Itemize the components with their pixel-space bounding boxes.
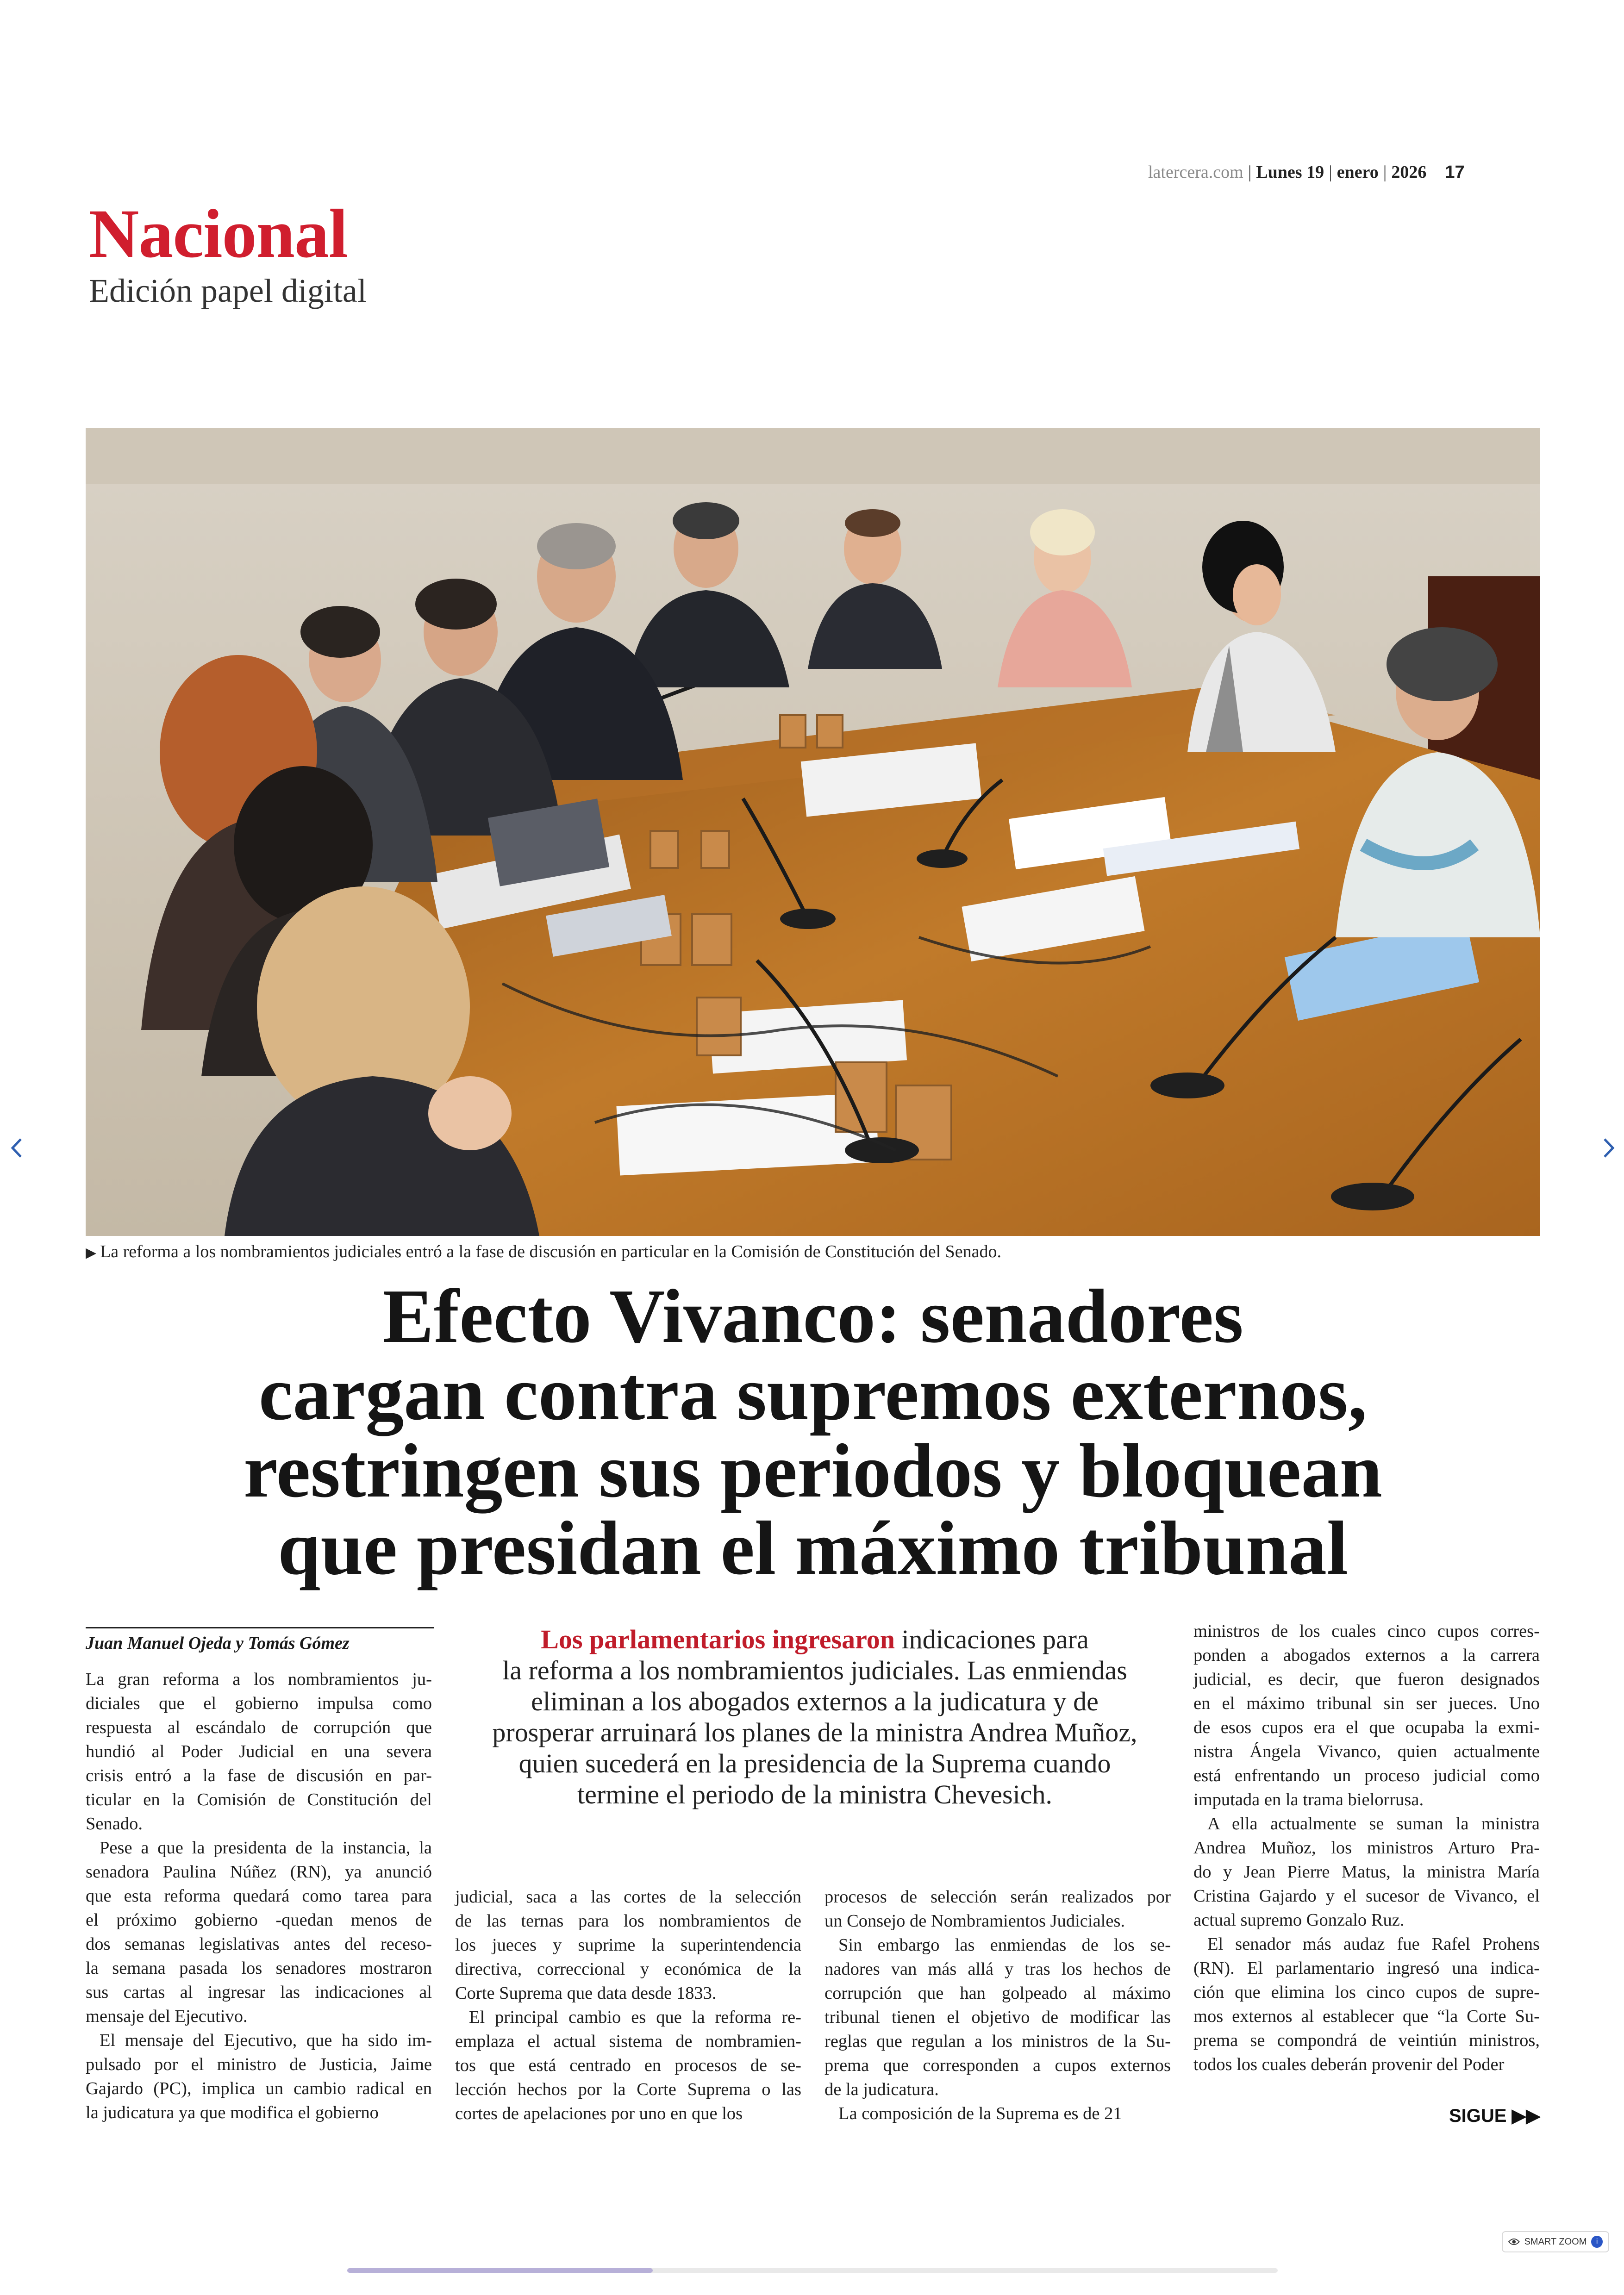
column-line: nistra Ángela Vivanco, quien actualmente [1193,1742,1540,1761]
section-subtitle: Edición papel digital [89,272,367,309]
column-line: prema que corresponden a cupos externos [824,2056,1171,2075]
article-column-1 [86,1667,432,2125]
lead-line: eliminan a los abogados externos a la judicatura y de [531,1686,1099,1716]
lead-highlight: Los parlamentarios ingresaron [541,1624,895,1654]
column-line: de las ternas para los nombramientos de [455,1911,801,1931]
column-line: el próximo gobierno -quedan menos de [86,1910,432,1930]
column-line: en el máximo tribunal sin ser jueces. Uno [1193,1694,1540,1713]
column-line: dos semanas legislativas antes del receso- [86,1934,432,1954]
column-line: todos los cuales deberán provenir del Poder [1193,2055,1505,2074]
column-line: nadores van más allá y tras los hechos de [824,1959,1171,1979]
double-arrow-icon: ▶▶ [1512,2106,1541,2126]
column-line: diciales que el gobierno impulsa como [86,1694,432,1713]
header-month: enero [1337,162,1379,182]
column-line: reglas que regulan a los ministros de la Su- [824,2032,1171,2051]
column-line: está enfrentando un proceso judicial como [1193,1766,1540,1785]
smart-zoom-button[interactable] [1502,2231,1609,2252]
column-line: (RN). El parlamentario ingresó una indica- [1193,1958,1540,1978]
column-line: directiva, correccional y económica de la [455,1959,801,1979]
column-line: La gran reforma a los nombramientos ju- [86,1670,432,1689]
header-day: Lunes 19 [1256,162,1324,182]
article-column-3 [824,1885,1171,2126]
chevron-right-icon [1601,1136,1617,1160]
lead-line: termine el periodo de la ministra Chevesich. [577,1779,1052,1809]
chevron-left-icon [9,1136,25,1160]
column-line: Cristina Gajardo y el sucesor de Vivanco, el [1193,1886,1540,1906]
article-photo [86,428,1540,1236]
smart-zoom-label: SMART ZOOM [1524,2236,1587,2247]
column-line: El mensaje del Ejecutivo, que ha sido im- [100,2031,432,2050]
sigue-text: SIGUE [1449,2106,1507,2126]
photo-caption [86,1241,1540,1262]
column-line: actual supremo Gonzalo Ruz. [1193,1910,1405,1930]
column-line: respuesta al escándalo de corrupción que [86,1718,432,1737]
caption-triangle-icon: ▶ [86,1245,97,1260]
lead-line: la reforma a los nombramientos judiciales. Las enmiendas [502,1655,1127,1685]
previous-page-button[interactable] [3,1129,31,1166]
column-line: la semana pasada los senadores mostraron [86,1958,432,1978]
page-number: 17 [1445,162,1465,182]
column-line: que esta reforma quedará como tarea para [86,1886,432,1906]
column-line: Pese a que la presidenta de la instancia, la [100,1838,432,1858]
column-line: sus cartas al ingresar las indicaciones al [86,1983,432,2002]
column-line: mos externos al establecer que “la Corte Su- [1193,2007,1540,2026]
header-date-line: latercera.com | Lunes 19 | enero | 2026 17 [1148,162,1465,182]
column-line: judicial, es decir, que fueron designados [1193,1670,1540,1689]
lead-paragraph [458,1624,1171,1810]
column-line: hundió al Poder Judicial en una severa [86,1742,432,1761]
lead-line: quien sucederá en la presidencia de la Suprema cuando [518,1748,1111,1778]
headline-line: cargan contra supremos externos, [258,1351,1368,1436]
photo-caption-text: La reforma a los nombramientos judiciales entró a la fase de discusión en particular en la Comisión de Constitución del Senado. [100,1242,1002,1261]
column-line: crisis entró a la fase de discusión en par- [86,1766,432,1785]
column-line: imputada en la trama bielorrusa. [1193,1790,1424,1809]
column-line: cortes de apelaciones por uno en que los [455,2104,743,2123]
column-line: ministros de los cuales cinco cupos corres- [1193,1621,1540,1641]
column-line: senadora Paulina Núñez (RN), ya anunció [86,1862,432,1882]
column-line: pulsado por el ministro de Justicia, Jaime [86,2055,432,2074]
column-line: mensaje del Ejecutivo. [86,2007,248,2026]
headline-line: Efecto Vivanco: senadores [382,1273,1243,1359]
next-page-button[interactable] [1595,1129,1623,1166]
site-name: latercera.com [1148,162,1243,182]
headline-line: restringen sus periodos y bloquean [244,1428,1382,1513]
column-line: los jueces y suprime la superintendencia [455,1935,801,1955]
section-title: Nacional [89,195,348,272]
column-line: Corte Suprema que data desde 1833. [455,1983,717,2003]
column-line: tribunal tienen el objetivo de modificar las [824,2008,1171,2027]
column-line: la judicatura ya que modifica el gobierno [86,2103,379,2122]
headline-line: que presidan el máximo tribunal [277,1505,1348,1590]
lead-first-line: indicaciones para [895,1624,1089,1654]
column-line: Sin embargo las enmiendas de los se- [838,1935,1171,1955]
column-line: judicial, saca a las cortes de la selección [455,1887,801,1907]
column-line: corrupción que han golpeado al máximo [824,1983,1171,2003]
column-line: ticular en la Comisión de Constitución del [86,1790,432,1809]
column-line: Gajardo (PC), implica un cambio radical en [86,2079,432,2098]
column-line: de la judicatura. [824,2080,939,2099]
column-line: de esos cupos era el que ocupaba la exmi- [1193,1718,1540,1737]
column-line: Senado. [86,1814,143,1834]
article-column-2 [455,1885,801,2126]
column-line: El senador más audaz fue Rafel Prohens [1207,1934,1540,1954]
column-line: Andrea Muñoz, los ministros Arturo Pra- [1193,1838,1540,1858]
column-line: prema se compondrá de veintiún ministros, [1193,2031,1540,2050]
column-line: do y Jean Pierre Matus, la ministra María [1193,1862,1540,1882]
headline [86,1273,1540,1590]
page-scrollbar-thumb[interactable] [347,2268,653,2273]
article-column-4 [1193,1619,1540,2077]
column-line: La composición de la Suprema es de 21 [838,2104,1122,2123]
column-line: un Consejo de Nombramientos Judiciales. [824,1911,1125,1931]
column-line: lección hechos por la Corte Suprema o las [455,2080,801,2099]
column-line: El principal cambio es que la reforma re- [469,2008,801,2027]
lead-line: prosperar arruinará los planes de la ministra Andrea Muñoz, [492,1717,1137,1747]
byline: Juan Manuel Ojeda y Tomás Gómez [86,1627,434,1653]
column-line: tos que está centrado en procesos de se- [455,2056,801,2075]
column-line: procesos de selección serán realizados por [824,1887,1171,1907]
info-badge-icon: i [1591,2236,1603,2248]
column-line: ponden a abogados externos a la carrera [1193,1646,1540,1665]
column-line: ción que elimina los cinco cupos de supre- [1193,1983,1540,2002]
column-line: A ella actualmente se suman la ministra [1207,1814,1540,1834]
header-year: 2026 [1391,162,1427,182]
column-line: emplaza el actual sistema de nombramien- [455,2032,801,2051]
eye-icon [1508,2238,1520,2246]
continue-label [1449,2105,1540,2127]
